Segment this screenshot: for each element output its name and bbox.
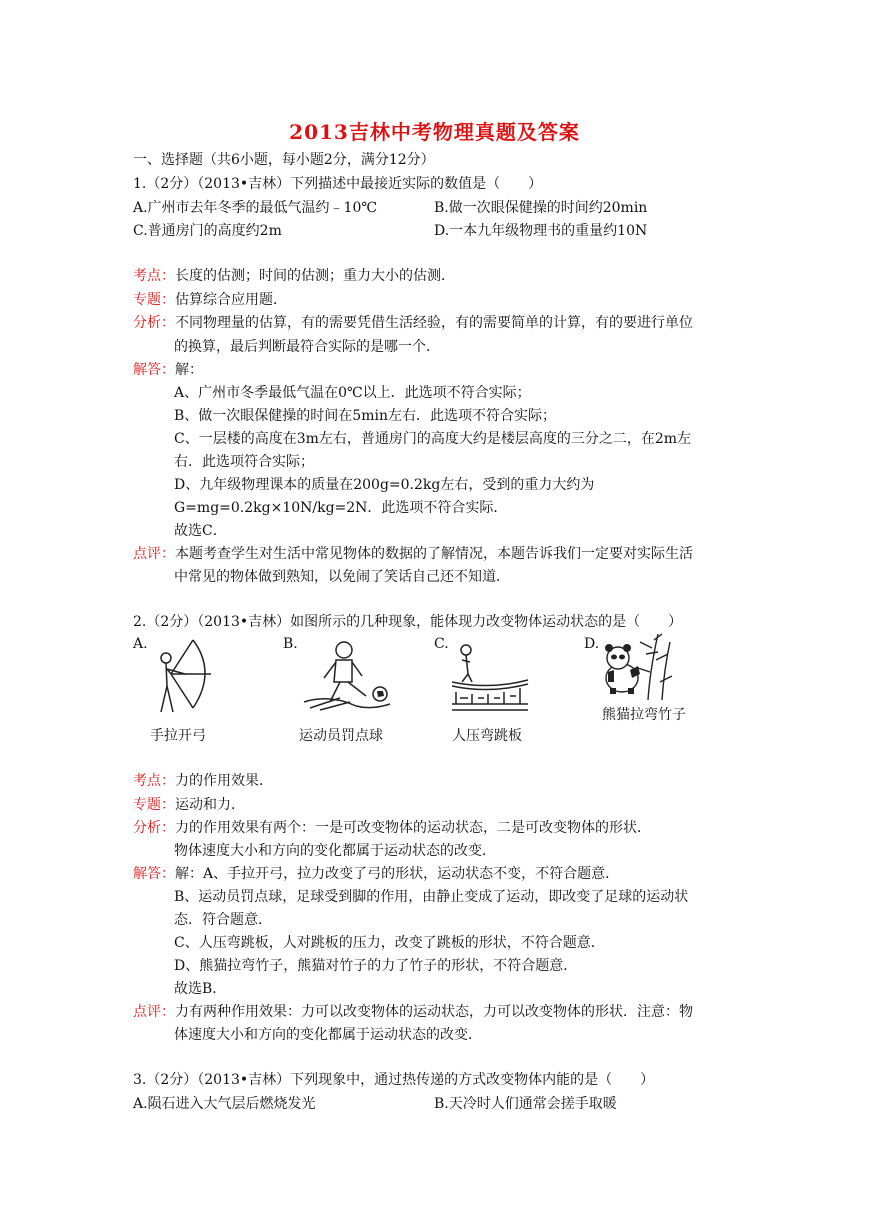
q1-jieda-d-cont: G=mg=0.2kg×10N/kg=2N．此选项不符合实际． [174, 500, 508, 516]
q1-answer: 故选C． [174, 523, 227, 539]
dianping-text: 力有两种作用效果：力可以改变物体的运动状态，力可以改变物体的形状．注意：物 [175, 1004, 693, 1020]
q1-jieda-c: C、一层楼的高度在3m左右，普通房门的高度大约是楼层高度的三分之二，在2m左 [174, 431, 692, 447]
kaodian-label: 考点： [133, 773, 175, 789]
q1-fenxi-cont: 的换算，最后判断最符合实际的是哪一个． [174, 339, 440, 355]
q1-option-c: C.普通房门的高度约2m [133, 223, 282, 239]
q1-dianping [133, 544, 693, 564]
q1-fenxi [133, 313, 693, 333]
jieda-label: 解答： [133, 362, 175, 378]
q1-kaodian [133, 266, 455, 286]
q2-jieda-d: D、熊猫拉弯竹子，熊猫对竹子的力了竹子的形状，不符合题意． [174, 958, 578, 974]
kaodian-text: 长度的估测；时间的估测；重力大小的估测． [175, 268, 455, 284]
fenxi-text: 不同物理量的估算，有的需要凭借生活经验，有的需要简单的计算，有的要进行单位 [175, 315, 693, 331]
diving-board-illustration [450, 640, 530, 716]
q2-jieda-b: B、运动员罚点球，足球受到脚的作用，由静止变成了运动，即改变了足球的运动状 [174, 889, 689, 905]
q2-stem: 2.（2分）（2013•吉林）如图所示的几种现象，能体现力改变物体运动状态的是（ ） [133, 614, 683, 630]
page-title: 2013吉林中考物理真题及答案 [289, 120, 580, 144]
q1-dianping-cont: 中常见的物体做到熟知，以免闹了笑话自己还不知道． [174, 569, 510, 585]
q1-jieda-c-cont: 右．此选项符合实际； [174, 454, 314, 470]
q1-jieda [133, 360, 203, 380]
q2-jieda-c: C、人压弯跳板，人对跳板的压力，改变了跳板的形状，不符合题意． [174, 935, 605, 951]
q2-fenxi-cont: 物体速度大小和方向的变化都属于运动状态的改变． [174, 843, 496, 859]
section-heading: 一、选择题（共6小题，每小题2分，满分12分） [133, 152, 435, 168]
kaodian-text: 力的作用效果． [175, 773, 273, 789]
q2-letter-a: A. [133, 636, 148, 652]
q2-letter-d: D. [584, 636, 600, 652]
q2-zhuanti [133, 795, 245, 815]
q1-option-a: A.广州市去年冬季的最低气温约﹣10℃ [133, 200, 378, 216]
q1-option-d: D.一本九年级物理书的重量约10N [434, 223, 648, 239]
jieda-label: 解答： [133, 866, 175, 882]
q2-kaodian [133, 771, 273, 791]
q2-jieda [133, 864, 619, 884]
q1-jieda-b: B、做一次眼保健操的时间在5min左右．此选项不符合实际； [174, 408, 556, 424]
fenxi-text: 力的作用效果有两个：一是可改变物体的运动状态，二是可改变物体的形状． [175, 820, 651, 836]
dianping-text: 本题考查学生对生活中常见物体的数据的了解情况，本题告诉我们一定要对实际生活 [175, 546, 693, 562]
zhuanti-label: 专题： [133, 292, 175, 308]
fenxi-label: 分析： [133, 820, 175, 836]
q2-letter-c: C. [434, 636, 449, 652]
q2-answer: 故选B． [174, 981, 227, 997]
q2-dianping-cont: 体速度大小和方向的变化都属于运动状态的改变． [174, 1027, 482, 1043]
zhuanti-label: 专题： [133, 797, 175, 813]
fenxi-label: 分析： [133, 315, 175, 331]
footballer-illustration [300, 636, 395, 716]
dianping-label: 点评： [133, 1004, 175, 1020]
archer-illustration [145, 636, 220, 716]
zhuanti-text: 估算综合应用题． [175, 292, 287, 308]
q2-jieda-b-cont: 态．符合题意． [174, 912, 272, 928]
q2-caption-b: 运动员罚点球 [299, 728, 383, 744]
q2-caption-d: 熊猫拉弯竹子 [602, 707, 686, 723]
kaodian-label: 考点： [133, 268, 175, 284]
panda-bamboo-illustration [600, 630, 675, 702]
q3-option-a: A.陨石进入大气层后燃烧发光 [133, 1096, 316, 1112]
q1-jieda-a: A、广州市冬季最低气温在0℃以上．此选项不符合实际； [174, 385, 531, 401]
q3-option-b: B.天冷时人们通常会搓手取暖 [434, 1096, 617, 1112]
q1-jieda-d: D、九年级物理课本的质量在200g=0.2kg左右，受到的重力大约为 [174, 477, 595, 493]
q2-fenxi [133, 818, 651, 838]
jieda-text: 解：A、手拉开弓，拉力改变了弓的形状，运动状态不变，不符合题意． [175, 866, 620, 882]
q2-dianping [133, 1002, 693, 1022]
q1-stem: 1.（2分）（2013•吉林）下列描述中最接近实际的数值是（ ） [133, 176, 543, 192]
jieda-text: 解： [175, 362, 203, 378]
q3-stem: 3.（2分）（2013•吉林）下列现象中，通过热传递的方式改变物体内能的是（ ） [133, 1072, 655, 1088]
q2-caption-a: 手拉开弓 [150, 728, 206, 744]
q2-letter-b: B. [283, 636, 298, 652]
dianping-label: 点评： [133, 546, 175, 562]
q1-option-b: B.做一次眼保健操的时间约20min [434, 200, 648, 216]
q1-zhuanti [133, 290, 287, 310]
q2-caption-c: 人压弯跳板 [452, 728, 522, 744]
zhuanti-text: 运动和力． [175, 797, 245, 813]
